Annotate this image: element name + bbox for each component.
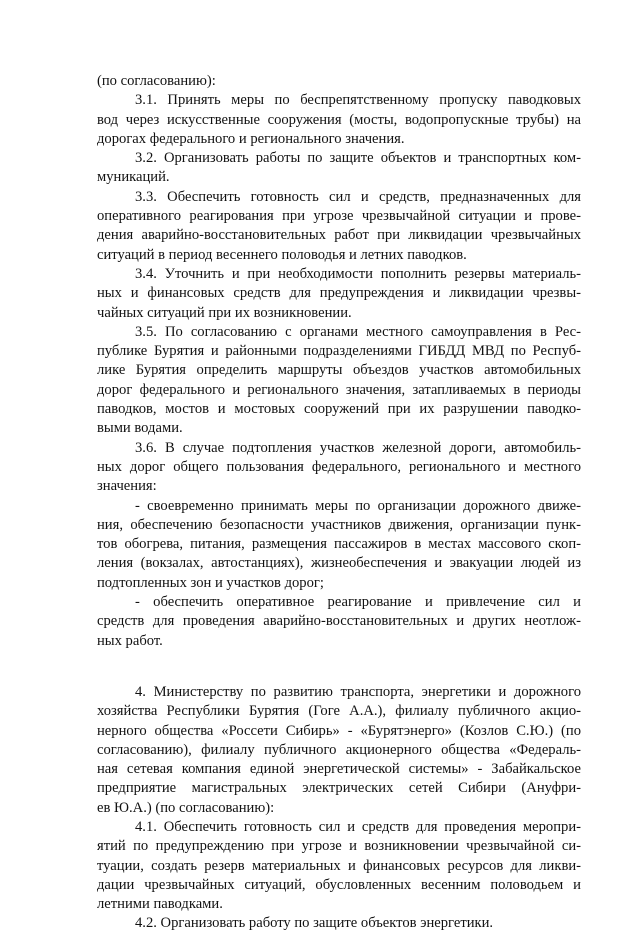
- text-line: муникаций.: [97, 169, 170, 186]
- text-line: дации чрезвычайных ситуаций, обусловленных весенним половодьем и: [97, 876, 581, 893]
- paragraph-p3-6-b: [97, 593, 581, 651]
- text-line: публике Бурятия и районными подразделениями ГИБДД МВД по Респуб-: [97, 343, 581, 360]
- text-line: ев Ю.А.) (по согласованию):: [97, 799, 275, 816]
- text-line: лике Бурятия определить маршруты объездов участков автомобильных: [97, 362, 581, 379]
- text-line: вод через искусственные сооружения (мосты, водопропускные трубы) на: [97, 111, 581, 128]
- text-line: ятий по предупреждению при угрозе и возникновении чрезвычайной си-: [97, 838, 581, 855]
- paragraph-p4-2: [97, 914, 581, 933]
- text-line: ных и финансовых средств для предупреждения и ликвидации чрезвы-: [97, 285, 581, 302]
- text-line: нерного общества «Россети Сибирь» - «Бурятэнерго» (Козлов С.Ю.) (по: [97, 722, 581, 739]
- text-line: летними паводками.: [97, 896, 223, 913]
- text-line: дения аварийно-восстановительных работ при ликвидации чрезвычайных: [97, 227, 581, 244]
- text-line: 3.2. Организовать работы по защите объектов и транспортных ком-: [135, 150, 581, 167]
- text-line: дорог федерального и регионального значения, затапливаемых в периоды: [97, 381, 581, 398]
- paragraph-p4-1: [97, 818, 581, 914]
- text-line: - обеспечить оперативное реагирование и привлечение сил и: [135, 594, 581, 611]
- text-line: подтопленных зон и участков дорог;: [97, 574, 324, 591]
- paragraph-p3-6: [97, 439, 581, 497]
- text-line: (по согласованию):: [97, 73, 216, 89]
- paragraph-intro: [97, 72, 581, 91]
- text-line: хозяйства Республики Бурятия (Гоге А.А.), филиалу публичного акцио-: [97, 703, 581, 720]
- text-line: ния, обеспечению безопасности участников движения, организации пунк-: [97, 516, 581, 533]
- text-line: ситуаций в период весеннего половодья и летних паводков.: [97, 246, 467, 263]
- text-line: согласованию), филиалу публичного акционерного общества «Федераль-: [97, 741, 581, 758]
- text-line: туации, создать резерв материальных и финансовых ресурсов для ликви-: [97, 857, 581, 874]
- paragraph-p3-4: [97, 265, 581, 323]
- paragraph-p3-1: [97, 91, 581, 149]
- paragraph-p4: [97, 683, 581, 818]
- text-line: ных дорог общего пользования федерального, регионального и местного: [97, 458, 581, 475]
- text-line: 3.5. По согласованию с органами местного самоуправления в Рес-: [135, 323, 581, 340]
- paragraph-p3-2: [97, 149, 581, 188]
- text-line: значения:: [97, 478, 157, 495]
- text-line: оперативного реагирования при угрозе чрезвычайной ситуации и прове-: [97, 208, 581, 225]
- paragraph-p3-3: [97, 188, 581, 265]
- text-line: ления (вокзалах, автостанциях), жизнеобеспечения и эвакуации людей из: [97, 555, 581, 572]
- text-line: 4. Министерству по развитию транспорта, энергетики и дорожного: [135, 683, 581, 700]
- paragraph-p3-6-a: [97, 497, 581, 593]
- paragraph-gap: [97, 651, 581, 683]
- text-line: 3.1. Принять меры по беспрепятственному пропуску паводковых: [135, 92, 581, 109]
- text-line: средств для проведения аварийно-восстановительных и других неотлож-: [97, 613, 581, 630]
- text-line: 4.1. Обеспечить готовность сил и средств для проведения меропри-: [135, 818, 581, 835]
- text-line: ная сетевая компания единой энергетической системы» - Забайкальское: [97, 761, 581, 778]
- text-line: - своевременно принимать меры по организации дорожного движе-: [135, 497, 581, 514]
- text-line: 3.6. В случае подтопления участков железной дороги, автомобиль-: [135, 439, 581, 456]
- text-line: предприятие магистральных электрических сетей Сибири (Ануфри-: [97, 780, 581, 797]
- text-line: чайных ситуаций при их возникновении.: [97, 304, 352, 321]
- text-line: дорогах федерального и регионального значения.: [97, 130, 405, 147]
- text-line: паводков, мостов и мостовых сооружений при их разрушении паводко-: [97, 401, 581, 418]
- text-line: тов обогрева, питания, размещения пассажиров в местах массового скоп-: [97, 536, 581, 553]
- text-line: 3.4. Уточнить и при необходимости пополнить резервы материаль-: [135, 265, 581, 282]
- paragraph-p3-5: [97, 323, 581, 439]
- text-line: выми водами.: [97, 420, 183, 437]
- text-line: 3.3. Обеспечить готовность сил и средств, предназначенных для: [135, 188, 581, 205]
- text-line: ных работ.: [97, 632, 163, 649]
- text-line: 4.2. Организовать работу по защите объектов энергетики.: [135, 915, 494, 932]
- document-page: [97, 72, 581, 934]
